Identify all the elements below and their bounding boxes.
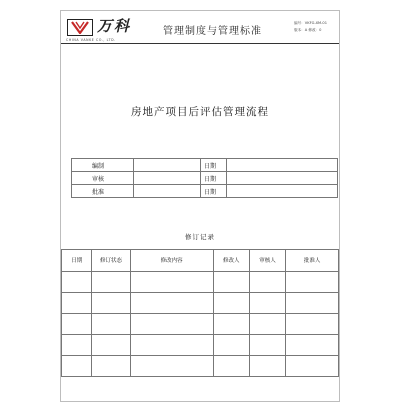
table-cell[interactable] (62, 293, 92, 314)
table-cell[interactable] (130, 272, 213, 293)
approval-date-label: 日期 (201, 159, 227, 172)
table-cell[interactable] (213, 293, 249, 314)
table-cell[interactable] (62, 272, 92, 293)
document-code-line: 版本：A 修改：0 (294, 28, 322, 32)
table-cell[interactable] (92, 335, 130, 356)
vanke-logo-icon (71, 21, 89, 34)
table-cell[interactable] (62, 356, 92, 377)
document-title: 房地产项目后评估管理流程 (131, 106, 269, 118)
table-cell[interactable] (92, 272, 130, 293)
approval-value[interactable] (134, 159, 201, 172)
table-cell[interactable] (213, 272, 249, 293)
table-cell[interactable] (62, 335, 92, 356)
table-cell[interactable] (249, 293, 285, 314)
approval-date-value[interactable] (227, 185, 338, 198)
table-cell[interactable] (130, 356, 213, 377)
company-name: 万科 (97, 17, 132, 35)
header-rule (61, 43, 339, 44)
table-cell[interactable] (213, 314, 249, 335)
approval-date-label: 日期 (201, 185, 227, 198)
approval-value[interactable] (134, 172, 201, 185)
column-header-modifier: 修改人 (213, 250, 249, 272)
table-cell[interactable] (286, 293, 339, 314)
table-cell[interactable] (286, 314, 339, 335)
document-code-line: 编号：VKFG-XM-01 (294, 21, 327, 25)
revision-record-heading: 修订记录 (185, 233, 215, 241)
table-cell[interactable] (213, 335, 249, 356)
approval-table (71, 158, 338, 198)
table-row (62, 356, 339, 377)
table-cell[interactable] (130, 335, 213, 356)
table-cell[interactable] (92, 293, 130, 314)
approval-row (72, 172, 338, 185)
column-header-content: 修改内容 (130, 250, 213, 272)
section-title: 管理制度与管理标准 (163, 26, 262, 37)
approval-value[interactable] (134, 185, 201, 198)
table-cell[interactable] (92, 314, 130, 335)
table-cell[interactable] (286, 335, 339, 356)
table-cell[interactable] (130, 293, 213, 314)
document-header (61, 11, 339, 45)
approval-date-value[interactable] (227, 172, 338, 185)
column-header-status: 修订状态 (92, 250, 130, 272)
company-name-en: CHINA VANKE CO., LTD. (66, 38, 116, 42)
table-cell[interactable] (213, 356, 249, 377)
approval-label: 批准 (72, 185, 134, 198)
table-cell[interactable] (286, 356, 339, 377)
company-logo (67, 19, 93, 36)
document-page (60, 10, 340, 402)
approval-row (72, 159, 338, 172)
approval-row (72, 185, 338, 198)
approval-date-label: 日期 (201, 172, 227, 185)
revision-header-row (62, 250, 339, 272)
approval-label: 审核 (72, 172, 134, 185)
column-header-approver: 批准人 (286, 250, 339, 272)
table-row (62, 335, 339, 356)
table-cell[interactable] (249, 335, 285, 356)
table-row (62, 293, 339, 314)
column-header-date: 日期 (62, 250, 92, 272)
table-cell[interactable] (249, 272, 285, 293)
table-row (62, 314, 339, 335)
approval-date-value[interactable] (227, 159, 338, 172)
table-cell[interactable] (92, 356, 130, 377)
table-cell[interactable] (249, 314, 285, 335)
table-row (62, 272, 339, 293)
document-code (294, 20, 327, 34)
revision-table (61, 249, 339, 377)
table-cell[interactable] (62, 314, 92, 335)
table-cell[interactable] (249, 356, 285, 377)
approval-label: 编制 (72, 159, 134, 172)
column-header-reviewer: 审核人 (249, 250, 285, 272)
table-cell[interactable] (130, 314, 213, 335)
table-cell[interactable] (286, 272, 339, 293)
